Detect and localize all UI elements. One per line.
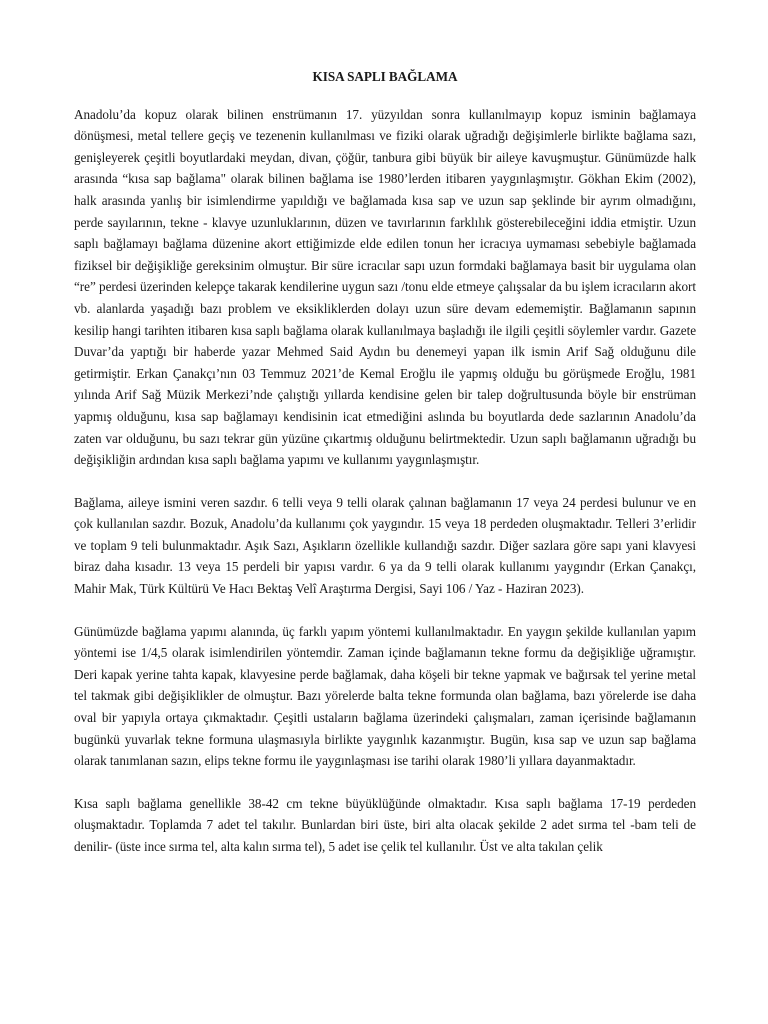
- paragraph-4: Kısa saplı bağlama genellikle 38-42 cm tekne büyüklüğünde olmaktadır. Kısa saplı bağlama 17-19 perdeden oluşmaktadır. Toplamda 7 adet tel takılır. Bunlardan biri üste, biri alta olacak şekilde 2 adet sırma tel -bam teli de denilir- (üste ince sırma tel, alta kalın sırma tel), 5 adet ise çelik tel kullanılır. Üst ve alta takılan çelik: [74, 795, 696, 854]
- paragraph-2: Bağlama, aileye ismini veren sazdır. 6 telli veya 9 telli olarak çalınan bağlamanın 17 veya 24 perdesi bulunur ve en çok kullanılan sazdır. Bozuk, Anadolu’da kullanımı çok yaygındır. 15 veya 18 perdeden oluşmaktadır. Telleri 3’erlidir ve toplam 9 teli bulunmaktadır. Aşık Sazı, Aşıkların özellikle kullandığı sazdır. Diğer sazlara göre sapı yani klavyesi biraz daha kısadır. 13 veya 15 perdeli bir yapısı vardır. 6 ya da 9 telli olarak kullanımı yaygındır (Erkan Çanakçı, Mahir Mak, Türk Kültürü Ve Hacı Bektaş Velî Araştırma Dergisi, Sayi 106 / Yaz - Haziran 2023).: [74, 494, 696, 597]
- paragraph-1: Anadolu’da kopuz olarak bilinen enstrümanın 17. yüzyıldan sonra kullanılmayıp kopuz isminin bağlamaya dönüşmesi, metal tellere geçiş ve tezenenin kullanılması ve fiziki olarak uğradığı değişimlerle birlikte bağlama sazı, genişleyerek çeşitli boyutlardaki meydan, divan, çöğür, tanbura gibi büyük bir aileye kavuşmuştur. Günümüzde halk arasında “kısa sap bağlama" olarak bilinen bağlama ise 1980’lerden itibaren yaygınlaşmıştır. Gökhan Ekim (2002), halk arasında yanlış bir isimlendirme yapıldığı ve bağlamada kısa sap ve uzun sap şeklinde bir ayrım olmadığını, perde sayılarının, tekne - klavye uzunluklarının, düzen ve tavırlarının farklılık gösterebileceğini iddia etmiştir. Uzun saplı bağlamayı bağlama düzenine akort ettiğimizde elde edilen tonun her icracıya uymaması sebebiyle bağlamada fiziksel bir değişikliğe gereksinim olmuştur. Bir süre icracılar sapı uzun formdaki bağlamaya basit bir uygulama olan “re” perdesi üzerinden kelepçe takarak kendilerine uygun sazı /tonu elde etmeye çalışsalar da bu işlem icracıların akort vb. alanlarda yaşadığı bazı problem ve eksikliklerden dolayı uzun süre devam edememiştir. Bağlamanın sapının kesilip hangi tarihten itibaren kısa saplı bağlama olarak kullanılmaya başladığı ile ilgili çeşitli söylemler vardır. Gazete Duvar’da yaptığı bir haberde yazar Mehmed Said Aydın bu denemeyi yapan ilk ismin Arif Sağ olduğunu dile getirmiştir. Erkan Çanakçı’nın 03 Temmuz 2021’de Kemal Eroğlu ile yapmış olduğu bu görüşmede Eroğlu, 1981 yılında Arif Sağ Müzik Merkezi’nde çalıştığı yıllarda kendisine gelen bir talep doğrultusunda böyle bir enstrüman yapmış olduğunu, kısa sap bağlamayı kendisinin icat etmediğini aslında bu boyutlarda dede sazlarının Anadolu’da zaten var olduğunu, bu sazı tekrar gün yüzüne çıkartmış olduğunu belirtmektedir. Uzun saplı bağlamanın uğradığı bu değişikliğin ardından kısa saplı bağlama yapımı ve kullanımı yaygınlaşmıştır.: [74, 106, 696, 468]
- document-title: KISA SAPLI BAĞLAMA: [312, 69, 458, 84]
- document-page: [74, 66, 696, 879]
- paragraph-3: Günümüzde bağlama yapımı alanında, üç farklı yapım yöntemi kullanılmaktadır. En yaygın şekilde kullanılan yapım yöntemi ise 1/4,5 olarak isimlendirilen yöntemdir. Zaman içinde bağlamanın tekne formu da değişikliğe uğramıştır. Deri kapak yerine tahta kapak, klavyesine perde bağlamak, daha köşeli bir tekne yapmak ve bağırsak tel yerine metal tel takmak gibi değişiklikler de olmuştur. Bazı yörelerde balta tekne formunda olan bağlama, bazı yörelerde ise daha oval bir yapıyla ortaya çıkmaktadır. Çeşitli ustaların bağlama üzerindeki çalışmaları, zaman içerisinde bağlamanın bugünkü yuvarlak tekne formuna ulaşmasıyla birlikte yaygınlık kazanmıştır. Bugün, kısa sap ve uzun sap bağlama olarak tanımlanan sazın, elips tekne formu ile yaygınlaşması ise tarihi olarak 1980’li yıllara dayanmaktadır.: [74, 623, 696, 769]
